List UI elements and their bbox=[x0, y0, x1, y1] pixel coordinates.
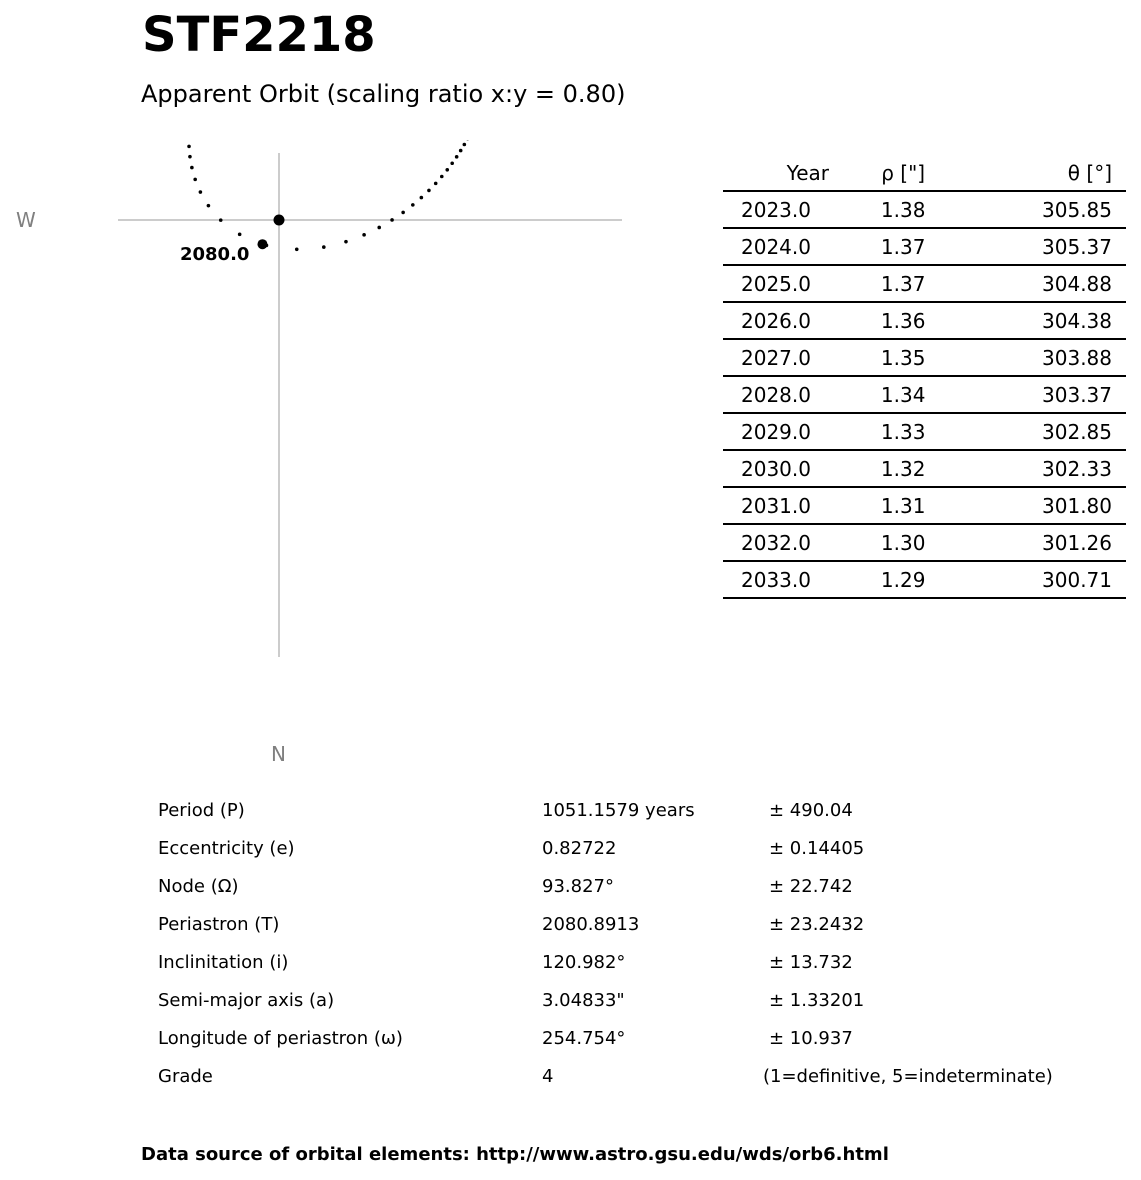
element-label: Period (P) bbox=[158, 800, 245, 821]
table-row bbox=[723, 302, 1126, 339]
element-value: 93.827° bbox=[542, 876, 614, 897]
orbit-point bbox=[377, 226, 381, 230]
cell-rho: 1.35 bbox=[843, 339, 963, 376]
element-value: 3.04833" bbox=[542, 990, 625, 1011]
data-source-footer: Data source of orbital elements: http://www.astro.gsu.edu/wds/orb6.html bbox=[141, 1144, 889, 1165]
cell-theta: 301.80 bbox=[963, 487, 1126, 524]
element-error: ± 10.937 bbox=[769, 1028, 853, 1049]
orbit-point bbox=[207, 204, 211, 208]
cell-year: 2024.0 bbox=[723, 228, 843, 265]
cell-rho: 1.37 bbox=[843, 228, 963, 265]
ephemeris-table bbox=[723, 156, 1126, 599]
cell-rho: 1.38 bbox=[843, 191, 963, 228]
element-value: 1051.1579 years bbox=[542, 800, 695, 821]
cell-year: 2031.0 bbox=[723, 487, 843, 524]
orbit-point bbox=[193, 178, 197, 182]
element-label: Inclinitation (i) bbox=[158, 952, 289, 973]
header-year: Year bbox=[723, 156, 843, 191]
cell-rho: 1.31 bbox=[843, 487, 963, 524]
element-value: 4 bbox=[542, 1066, 554, 1087]
orbit-point bbox=[434, 182, 438, 186]
orbit-point bbox=[344, 240, 348, 244]
element-row-inclination bbox=[158, 946, 1118, 984]
element-row-eccentricity bbox=[158, 832, 1118, 870]
orbit-point bbox=[238, 233, 242, 237]
table-row bbox=[723, 339, 1126, 376]
element-error: ± 22.742 bbox=[769, 876, 853, 897]
header-theta: θ [°] bbox=[963, 156, 1126, 191]
orbit-point bbox=[420, 196, 424, 200]
cell-theta: 302.33 bbox=[963, 450, 1126, 487]
element-value: 0.82722 bbox=[542, 838, 617, 859]
cell-rho: 1.36 bbox=[843, 302, 963, 339]
orbit-point bbox=[362, 233, 366, 237]
orbit-point bbox=[190, 166, 194, 170]
table-row bbox=[723, 228, 1126, 265]
cell-theta: 302.85 bbox=[963, 413, 1126, 450]
epoch-marker bbox=[257, 239, 267, 249]
orbit-point bbox=[295, 247, 299, 251]
element-note: (1=definitive, 5=indeterminate) bbox=[763, 1066, 1053, 1087]
cell-year: 2033.0 bbox=[723, 561, 843, 598]
cell-rho: 1.32 bbox=[843, 450, 963, 487]
orbit-point bbox=[427, 189, 431, 193]
cell-theta: 300.71 bbox=[963, 561, 1126, 598]
cell-theta: 303.88 bbox=[963, 339, 1126, 376]
cell-year: 2027.0 bbox=[723, 339, 843, 376]
element-error: ± 1.33201 bbox=[769, 990, 865, 1011]
cell-rho: 1.37 bbox=[843, 265, 963, 302]
page-title: STF2218 bbox=[142, 7, 376, 63]
element-row-periastron bbox=[158, 908, 1118, 946]
cell-rho: 1.30 bbox=[843, 524, 963, 561]
cell-theta: 304.88 bbox=[963, 265, 1126, 302]
element-row-longitude-periastron bbox=[158, 1022, 1118, 1060]
cell-year: 2029.0 bbox=[723, 413, 843, 450]
orbit-point bbox=[322, 245, 326, 249]
table-row bbox=[723, 191, 1126, 228]
cell-year: 2023.0 bbox=[723, 191, 843, 228]
cell-theta: 304.38 bbox=[963, 302, 1126, 339]
element-value: 254.754° bbox=[542, 1028, 626, 1049]
orbit-point bbox=[188, 155, 192, 159]
element-row-period bbox=[158, 794, 1118, 832]
element-error: ± 0.14405 bbox=[769, 838, 865, 859]
orbit-point bbox=[219, 218, 223, 222]
element-error: ± 13.732 bbox=[769, 952, 853, 973]
table-row bbox=[723, 376, 1126, 413]
table-row bbox=[723, 524, 1126, 561]
table-row bbox=[723, 487, 1126, 524]
table-row bbox=[723, 561, 1126, 598]
table-row bbox=[723, 450, 1126, 487]
header-rho: ρ ["] bbox=[843, 156, 963, 191]
element-error: ± 490.04 bbox=[769, 800, 853, 821]
orbit-point bbox=[199, 190, 203, 194]
table-row bbox=[723, 413, 1126, 450]
cell-rho: 1.33 bbox=[843, 413, 963, 450]
element-label: Longitude of periastron (ω) bbox=[158, 1028, 403, 1049]
orbit-point bbox=[445, 168, 449, 172]
element-error: ± 23.2432 bbox=[769, 914, 865, 935]
cell-theta: 303.37 bbox=[963, 376, 1126, 413]
element-label: Node (Ω) bbox=[158, 876, 239, 897]
element-row-semi-major-axis bbox=[158, 984, 1118, 1022]
cell-theta: 305.85 bbox=[963, 191, 1126, 228]
west-direction-label: W bbox=[16, 208, 36, 232]
orbit-point bbox=[411, 203, 415, 207]
element-label: Periastron (T) bbox=[158, 914, 280, 935]
element-label: Eccentricity (e) bbox=[158, 838, 295, 859]
cell-theta: 305.37 bbox=[963, 228, 1126, 265]
orbit-point bbox=[390, 218, 394, 222]
cell-theta: 301.26 bbox=[963, 524, 1126, 561]
cell-year: 2030.0 bbox=[723, 450, 843, 487]
element-label: Grade bbox=[158, 1066, 213, 1087]
orbital-elements-list bbox=[158, 794, 1118, 1098]
orbit-point bbox=[187, 145, 191, 149]
orbit-point bbox=[463, 143, 467, 147]
element-value: 120.982° bbox=[542, 952, 626, 973]
table-row bbox=[723, 265, 1126, 302]
epoch-label: 2080.0 bbox=[179, 244, 250, 266]
cell-year: 2025.0 bbox=[723, 265, 843, 302]
orbit-plot bbox=[0, 140, 700, 700]
orbit-point bbox=[450, 161, 454, 165]
orbit-point bbox=[401, 211, 405, 215]
cell-rho: 1.34 bbox=[843, 376, 963, 413]
primary-star bbox=[274, 215, 285, 226]
element-row-grade bbox=[158, 1060, 1118, 1098]
element-value: 2080.8913 bbox=[542, 914, 640, 935]
element-label: Semi-major axis (a) bbox=[158, 990, 335, 1011]
cell-rho: 1.29 bbox=[843, 561, 963, 598]
north-direction-label: N bbox=[271, 742, 286, 766]
cell-year: 2026.0 bbox=[723, 302, 843, 339]
orbit-point bbox=[459, 149, 463, 153]
element-row-node bbox=[158, 870, 1118, 908]
cell-year: 2028.0 bbox=[723, 376, 843, 413]
orbit-point bbox=[455, 155, 459, 159]
orbit-point bbox=[440, 175, 444, 179]
cell-year: 2032.0 bbox=[723, 524, 843, 561]
chart-subtitle: Apparent Orbit (scaling ratio x:y = 0.80) bbox=[141, 80, 626, 108]
ephemeris-header-row bbox=[723, 156, 1126, 191]
